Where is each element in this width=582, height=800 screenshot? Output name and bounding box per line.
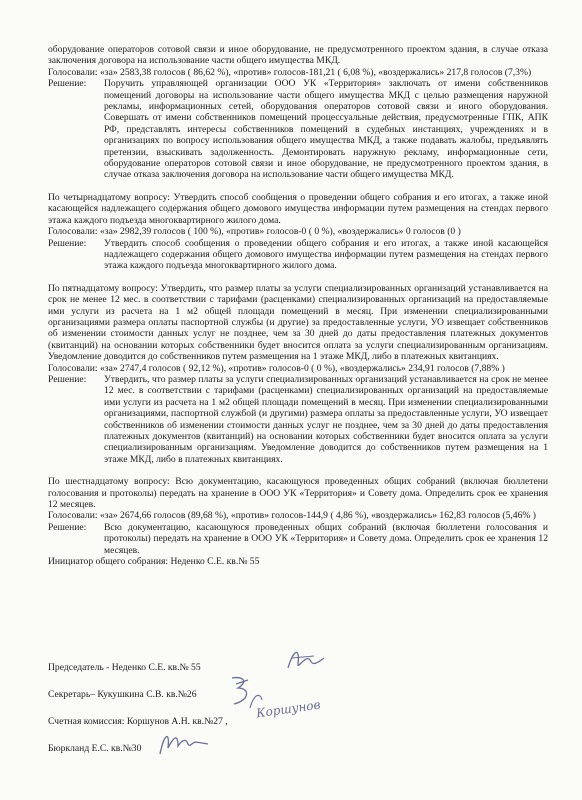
chairman-signature-icon [284,644,328,674]
decision-label: Решение: [48,373,87,385]
member-signature-icon [156,726,216,760]
counting-signature: Коршунов [255,697,322,721]
decision-text: Утвердить способ сообщения о проведении общего собрания и его итогах, а также иной касающейся надлежащего содержания общего домового имущества информации путем размещения на стендах первого этажа каждого подъезда многоквартирного жилого дома. [104,237,548,272]
member-line: Бюркланд Е.С. кв.№30 [48,743,142,754]
decision-label: Решение: [48,521,87,533]
q15-decision [48,374,548,465]
secretary-line: Секретарь– Кукушкина С.В. кв.№26 [48,689,197,700]
intro-paragraph: оборудование операторов сотовой связи и иное оборудование, не предусмотренного проектом здания, в случае отказа заключения договора на использование части общего имущества МКД. [48,44,548,67]
decision-text: Всю документацию, касающуюся проведенных общих собраний (включая бюллетени голосования и протоколы) передать на хранение в ООО УК «Территория» и Совету дома. Определить срок ее хранения 12 месяцев. [104,521,548,556]
q16-decision [48,522,548,556]
q15-votes: Голосовали: «за» 2747,4 голосов ( 92,12 %), «против» голосов-0 ( 0 %), «воздержались» 234,91 голосов (7,88% ) [48,362,505,374]
decision-text: Утвердить, что размер платы за услуги специализированных организаций устанавливается на срок не менее 12 мес. в соответствии с тарифами (расценками) специализированных организаций на предоставляемые ими услуги из расчета на 1 м2 общей площади помещений в месяц. При изменении специализированными организациями, паспортной службой (и другими) размера оплаты за предоставленные услуги, УО извещает собственников об изменении стоимости данных услуг не позднее, чем за 30 дней до даты предоставления платежных документов (квитанций) на основании которых собственники будет вносится оплата за услуги специализированным организациям. Уведомление доводится до собственников путем размещения на 1 этаже МКД, либо в платежных квитанциях. [104,373,548,465]
intro-votes: Голосовали: «за» 2583,38 голосов ( 86,62 %), «против» голосов-181,21 ( 6,08 %), «воздержались» 217,8 голосов (7,3%) [48,66,532,78]
q14-votes: Голосовали: «за» 2982,39 голосов ( 100 %), «против» голосов-0 ( 0 %), «воздержались» 0 голосов (0 ) [48,226,461,238]
q14-decision [48,238,548,272]
q14-question: По четырнадцатому вопросу: Утвердить способ сообщения о проведении общего собрания и его итогах, а также иной касающейся надлежащего содержания общего домового имущества информации путем размещения на стендах первого этажа каждого подъезда многоквартирного жилого дома. [48,191,548,226]
document-page [48,44,548,567]
chairman-line: Председатель - Неденко С.Е. кв.№ 55 [48,662,201,673]
intro-decision [48,78,548,181]
decision-text: Поручить управляющей организации ООО УК «Территория» заключать от имени собственников помещений договоры на использование части общего имущества МКД с целью размещения наружной рекламы, информационных сетей, оборудования операторов сотовой связи и иного оборудования. Совершать от имени собственников помещений процессуальные действия, предусмотренные ГПК, АПК РФ, представлять интересы собственников помещений в судебных инстанциях, учреждениях и в организациях по вопросу использования общего имущества МКД, а также подавать жалобы, предъявлять претензии, взыскивать задолженность. Демонтировать наружную рекламу, информационные сети, оборудование операторов сотовой связи и иное оборудование, не предусмотренного проектом здания, в случае отказа заключения договора на использование части общего имущества МКД. [104,78,548,181]
q15-question: По пятнадцатому вопросу: Утвердить, что размер платы за услуги специализированных организаций устанавливается на срок не менее 12 мес. в соответствии с тарифами (расценками) специализированных организаций на предоставляемые ими услуги из расчета на 1 м2 общей площади помещений в месяц. При изменении специализированными организациями размера оплаты паспортной службы (и другие) за предоставленные услуги, УО извещает собственников об изменении стоимости данных услуг не позднее, чем за 30 дней до даты предоставления платежных документов (квитанций) на основании которых собственники будет вносится оплата за услуги специализированным организациям. Уведомление доводится до собственников путем размещения на 1 этаже МКД, либо в платежных квитанциях. [48,282,548,363]
decision-label: Решение: [48,78,87,90]
initiator-line: Инициатор общего собрания: Неденко С.Е. кв.№ 55 [48,556,260,568]
decision-label: Решение: [48,237,87,249]
counting-signature-hook-icon [248,690,278,710]
counting-line: Счетная комиссия: Коршунов А.Н. кв.№27 , [48,716,228,727]
q16-question: По шестнадцатому вопросу: Всю документацию, касающуюся проведенных общих собраний (включая бюллетени голосования и протоколы) передать на хранение в ООО УК «Территория» и Совету дома. Определить срок ее хранения 12 месяцев. [48,476,548,511]
q16-votes: Голосовали: «за» 2674,66 голосов (89,68 %), «против» голосов-144,9 ( 4,86 %), «воздержались» 162,83 голосов (5,46% ) [48,510,536,522]
